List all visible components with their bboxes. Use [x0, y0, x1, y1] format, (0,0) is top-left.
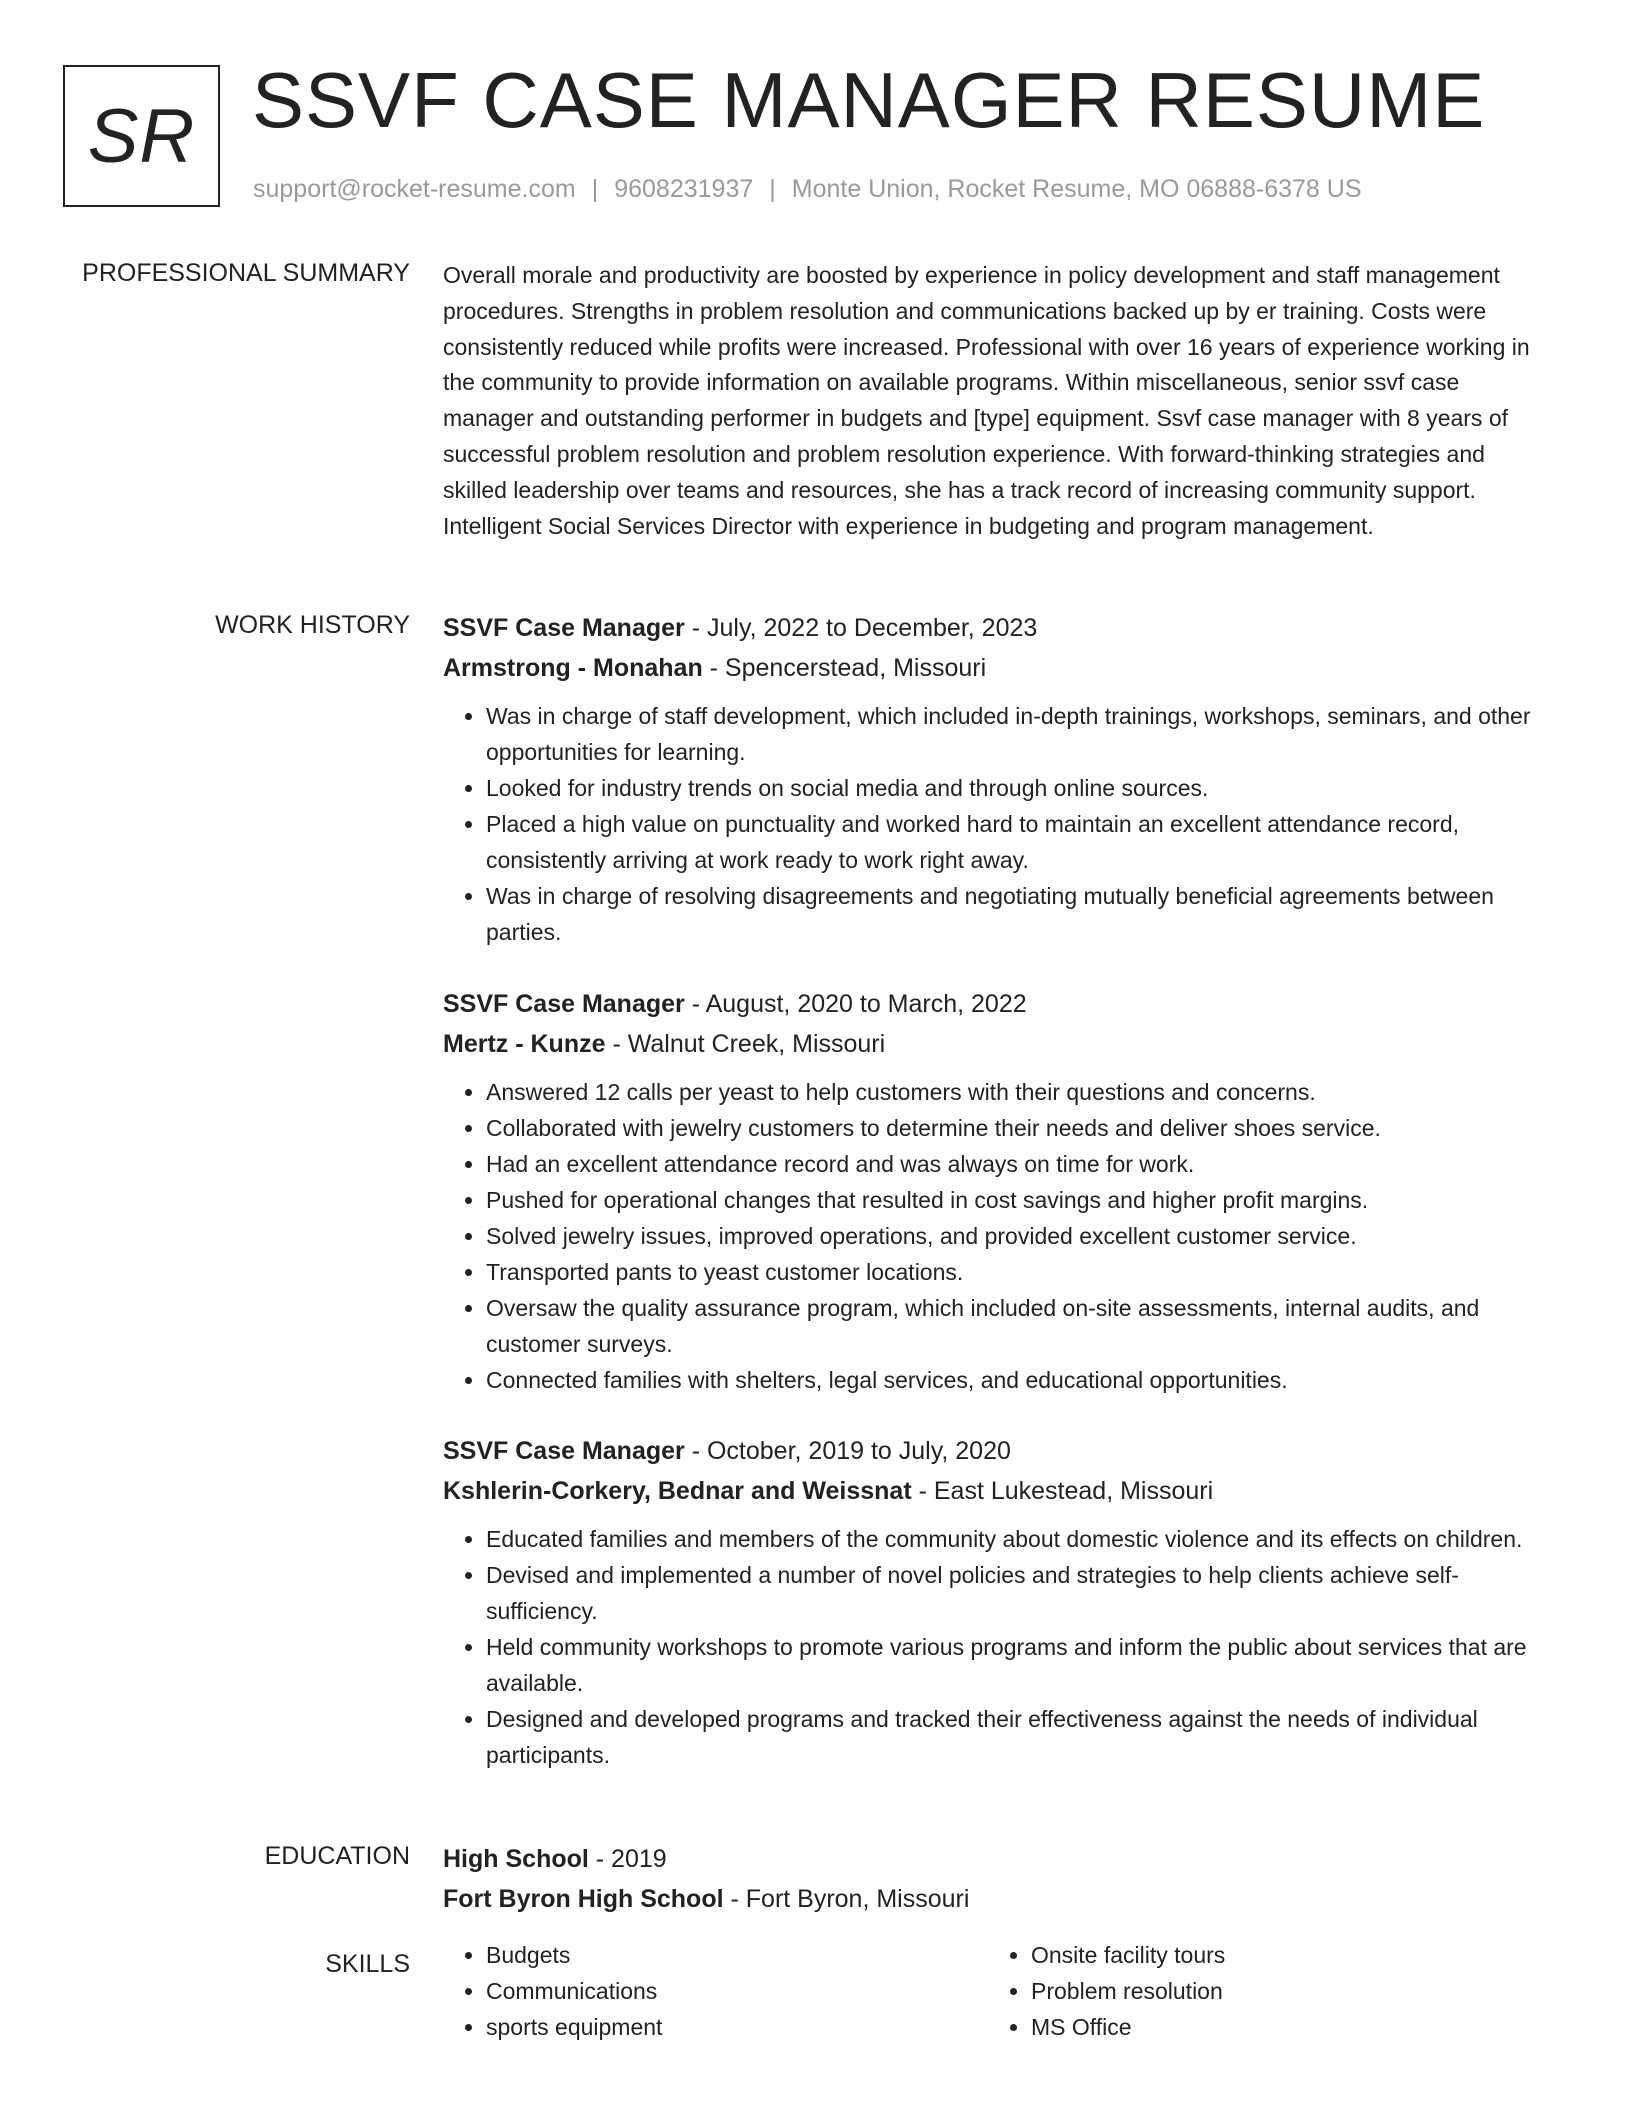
education-school-line [443, 1879, 1553, 1919]
job-company-line [443, 1024, 1553, 1064]
list-item: • Educated families and members of the community about domestic violence and its effects on children. [486, 1521, 1553, 1557]
education-location: - Fort Byron, Missouri [723, 1885, 970, 1913]
job-entry [443, 608, 1553, 950]
skill-item: • Budgets [486, 1937, 662, 1973]
work-history-heading: WORK HISTORY [215, 611, 410, 639]
job-company: Kshlerin-Corkery, Bednar and Weissnat [443, 1477, 912, 1505]
list-item: • Transported pants to yeast customer locations. [486, 1254, 1553, 1290]
contact-separator: | [591, 175, 599, 203]
skill-item: • MS Office [1031, 2009, 1225, 2045]
contact-separator: | [769, 175, 776, 203]
job-dates: - July, 2022 to December, 2023 [684, 614, 1038, 642]
job-title: SSVF Case Manager [443, 614, 685, 642]
education-heading: EDUCATION [264, 1842, 410, 1870]
job-dates: - October, 2019 to July, 2020 [684, 1437, 1011, 1465]
job-bullet-list [443, 698, 1553, 950]
summary-text: Overall morale and productivity are boosted by experience in policy development and staff management procedures. Strengths in problem resolution and communications backed up by er training. Costs were consistently reduced while profits were increased. Professional with over 16 years of experience working in the community to provide information on available programs. Within miscellaneous, senior ssvf case manager and outstanding performer in budgets and [type] equipment. Ssvf case manager with 8 years of successful problem resolution and problem resolution experience. With forward-thinking strategies and skilled leadership over teams and resources, she has a track record of increasing community support. Intelligent Social Services Director with experience in budgeting and program management. [443, 262, 1530, 539]
education-school: Fort Byron High School [443, 1885, 724, 1913]
list-item: • Connected families with shelters, legal services, and educational opportunities. [486, 1362, 1553, 1398]
education-degree-line [443, 1839, 1553, 1879]
skill-item: • Problem resolution [1031, 1973, 1225, 2009]
job-location: - Spencerstead, Missouri [702, 654, 987, 682]
job-location: - Walnut Creek, Missouri [605, 1030, 886, 1058]
contact-address: Monte Union, Rocket Resume, MO 06888-6378 US [791, 175, 1362, 203]
job-entry [443, 1431, 1553, 1773]
contact-email: support@rocket-resume.com [253, 175, 576, 203]
skills-heading: SKILLS [325, 1950, 410, 1978]
list-item: • Was in charge of staff development, which included in-depth trainings, workshops, seminars, and other opportunities for learning. [486, 698, 1553, 770]
skill-item: • Onsite facility tours [1031, 1937, 1225, 1973]
contact-line [253, 174, 1362, 204]
job-title-line [443, 608, 1553, 648]
job-company-line [443, 648, 1553, 688]
monogram-badge: SR [63, 65, 220, 207]
skill-item: • Communications [486, 1973, 662, 2009]
job-title: SSVF Case Manager [443, 1437, 685, 1465]
job-company: Mertz - Kunze [443, 1030, 606, 1058]
education-year: - 2019 [588, 1845, 667, 1873]
skills-list-left [443, 1937, 662, 2045]
list-item: • Collaborated with jewelry customers to determine their needs and deliver shoes service. [486, 1110, 1553, 1146]
list-item: • Had an excellent attendance record and was always on time for work. [486, 1146, 1553, 1182]
list-item: • Designed and developed programs and tracked their effectiveness against the needs of individual participants. [486, 1701, 1553, 1773]
skill-item: • sports equipment [486, 2009, 662, 2045]
job-company: Armstrong - Monahan [443, 654, 703, 682]
job-title-line [443, 984, 1553, 1024]
job-entry [443, 984, 1553, 1398]
list-item: • Solved jewelry issues, improved operations, and provided excellent customer service. [486, 1218, 1553, 1254]
education-degree: High School [443, 1845, 589, 1873]
list-item: • Looked for industry trends on social media and through online sources. [486, 770, 1553, 806]
list-item: • Devised and implemented a number of novel policies and strategies to help clients achieve self-sufficiency. [486, 1557, 1553, 1629]
list-item: • Placed a high value on punctuality and worked hard to maintain an excellent attendance record, consistently arriving at work ready to work right away. [486, 806, 1553, 878]
list-item: • Was in charge of resolving disagreements and negotiating mutually beneficial agreements between parties. [486, 878, 1553, 950]
summary-heading: PROFESSIONAL SUMMARY [82, 259, 410, 287]
list-item: • Held community workshops to promote various programs and inform the public about services that are available. [486, 1629, 1553, 1701]
list-item: • Answered 12 calls per yeast to help customers with their questions and concerns. [486, 1074, 1553, 1110]
job-bullet-list [443, 1521, 1553, 1773]
job-title-line [443, 1431, 1553, 1471]
job-title: SSVF Case Manager [443, 990, 685, 1018]
list-item: • Oversaw the quality assurance program, which included on-site assessments, internal audits, and customer surveys. [486, 1290, 1553, 1362]
job-company-line [443, 1471, 1553, 1511]
job-dates: - August, 2020 to March, 2022 [684, 990, 1027, 1018]
job-location: - East Lukestead, Missouri [911, 1477, 1214, 1505]
contact-phone: 9608231937 [614, 175, 754, 203]
skills-list-right [988, 1937, 1225, 2045]
list-item: • Pushed for operational changes that resulted in cost savings and higher profit margins. [486, 1182, 1553, 1218]
job-bullet-list [443, 1074, 1553, 1398]
page-title: SSVF CASE MANAGER RESUME [252, 56, 1486, 144]
